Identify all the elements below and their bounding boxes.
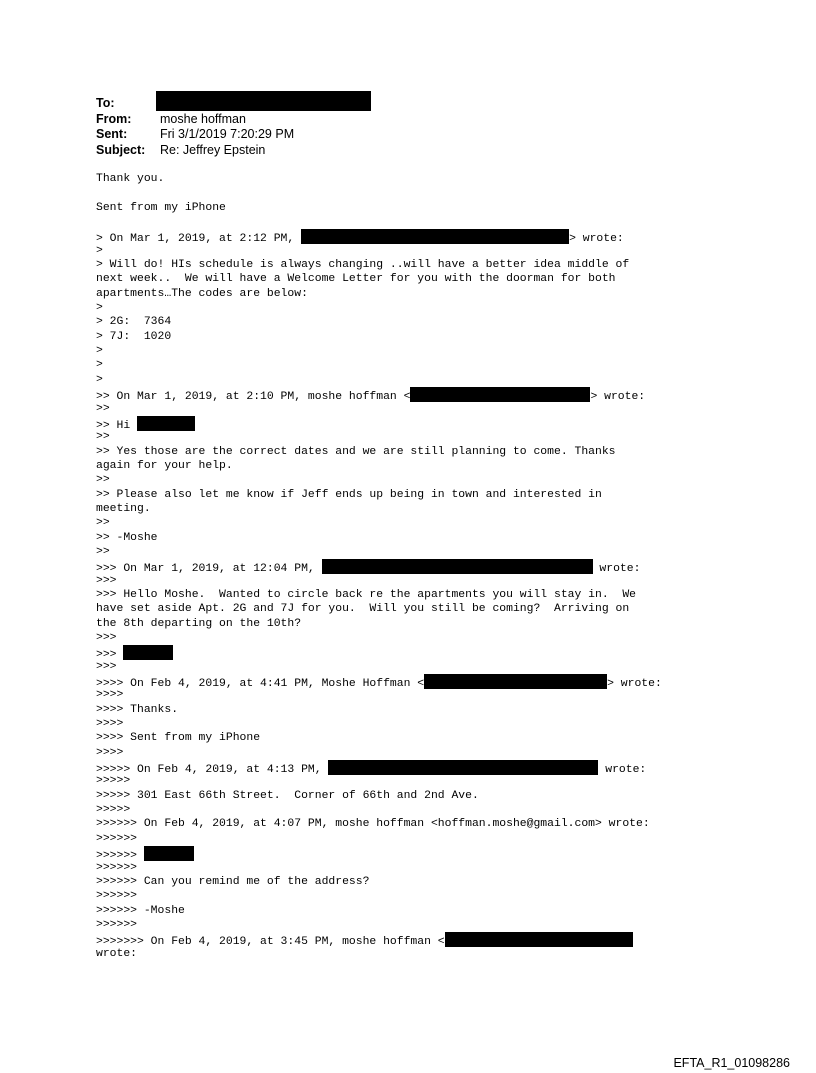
body-line: >>> xyxy=(96,574,117,587)
quote-text: >> Hi xyxy=(96,419,138,432)
body-line: >> xyxy=(96,402,110,415)
body-line xyxy=(96,416,736,430)
body-line: >>> Hello Moshe. Wanted to circle back re the apartments you will stay in. We xyxy=(96,588,637,601)
body-line: >>> xyxy=(96,660,117,673)
body-line xyxy=(96,645,736,662)
subject-row xyxy=(96,143,371,159)
body-line: apartments…The codes are below: xyxy=(96,287,308,300)
body-line: meeting. xyxy=(96,502,151,515)
body-line: >> xyxy=(96,517,110,530)
quote-text: >>>> On Feb 4, 2019, at 4:41 PM, Moshe Hoffman < xyxy=(96,678,425,691)
body-line xyxy=(96,186,736,200)
redaction-bar xyxy=(322,559,593,574)
body-line: wrote: xyxy=(96,947,138,960)
body-line: > xyxy=(96,359,103,372)
quote-text: > wrote: xyxy=(590,391,646,404)
email-body xyxy=(96,172,736,961)
quote-text: >>>>>> xyxy=(96,850,144,863)
body-line: > xyxy=(96,373,103,386)
body-line xyxy=(96,674,736,691)
to-label: To: xyxy=(96,96,115,110)
sent-value: Fri 3/1/2019 7:20:29 PM xyxy=(160,127,295,141)
email-header xyxy=(96,96,371,158)
body-line xyxy=(96,229,736,246)
body-line: >>>> xyxy=(96,689,124,702)
body-line xyxy=(96,846,736,863)
body-line: Sent from my iPhone xyxy=(96,201,226,214)
document-id: EFTA_R1_01098286 xyxy=(673,1056,790,1070)
body-line: > 2G: 7364 xyxy=(96,316,172,329)
body-line: >>>>> xyxy=(96,775,131,788)
body-line: > xyxy=(96,345,103,358)
quote-text: >>>>>>> On Feb 4, 2019, at 3:45 PM, moshe hoffman < xyxy=(96,936,445,949)
quote-text: >> On Mar 1, 2019, at 2:10 PM, moshe hoffman < xyxy=(96,391,411,404)
body-line: >> xyxy=(96,545,110,558)
body-line: >> Please also let me know if Jeff ends up being in town and interested in xyxy=(96,488,602,501)
body-line: >> xyxy=(96,474,110,487)
redaction-bar xyxy=(156,91,371,111)
body-line: >>>> Sent from my iPhone xyxy=(96,732,261,745)
quote-text: >>> On Mar 1, 2019, at 12:04 PM, xyxy=(96,563,322,576)
quote-text: >>>>> On Feb 4, 2019, at 4:13 PM, xyxy=(96,764,329,777)
redaction-bar xyxy=(144,846,194,861)
body-line: >>>>>> xyxy=(96,832,138,845)
from-label: From: xyxy=(96,111,132,126)
body-line: >>>> xyxy=(96,746,124,759)
subject-label: Subject: xyxy=(96,142,146,157)
body-line xyxy=(96,215,736,229)
body-line: > 7J: 1020 xyxy=(96,330,172,343)
sent-row xyxy=(96,127,371,143)
body-line: >>>> xyxy=(96,718,124,731)
redaction-bar xyxy=(328,760,598,775)
body-line: >>>>>> On Feb 4, 2019, at 4:07 PM, moshe hoffman <hoffman.moshe@gmail.com> wrote: xyxy=(96,818,650,831)
quote-text: > On Mar 1, 2019, at 2:12 PM, xyxy=(96,233,302,246)
redaction-bar xyxy=(445,932,633,947)
body-line: > xyxy=(96,244,103,257)
from-row xyxy=(96,112,371,128)
body-line: > Will do! HIs schedule is always changing ..will have a better idea middle of xyxy=(96,259,630,272)
body-line: >> -Moshe xyxy=(96,531,158,544)
quote-text: >>> xyxy=(96,649,124,662)
sent-label: Sent: xyxy=(96,127,128,141)
body-line: >>>>>> xyxy=(96,890,138,903)
to-row xyxy=(96,96,371,112)
quote-text: > wrote: xyxy=(607,678,662,691)
quote-text: > wrote: xyxy=(569,233,624,246)
redaction-bar xyxy=(424,674,607,689)
body-line: >>>>> xyxy=(96,804,131,817)
from-value: moshe hoffman xyxy=(160,111,246,126)
body-line: > xyxy=(96,302,103,315)
body-line xyxy=(96,932,736,949)
redaction-bar xyxy=(137,416,195,431)
body-line: >>>>>> Can you remind me of the address? xyxy=(96,875,370,888)
body-line: again for your help. xyxy=(96,459,233,472)
body-line: >> xyxy=(96,431,110,444)
redaction-bar xyxy=(123,645,173,660)
body-line xyxy=(96,387,736,404)
redaction-bar xyxy=(410,387,590,402)
body-line: have set aside Apt. 2G and 7J for you. Will you still be coming? Arriving on xyxy=(96,603,630,616)
quote-text: wrote: xyxy=(592,563,641,576)
body-line: next week.. We will have a Welcome Letter for you with the doorman for both xyxy=(96,273,616,286)
body-line xyxy=(96,760,736,777)
body-line: Thank you. xyxy=(96,173,165,185)
subject-value: Re: Jeffrey Epstein xyxy=(160,142,266,157)
redaction-bar xyxy=(301,229,569,244)
body-line: >>>>>> xyxy=(96,861,138,874)
quote-text: wrote: xyxy=(598,764,647,777)
body-line: >>>>>> xyxy=(96,918,138,931)
body-line: >>>>>> -Moshe xyxy=(96,904,185,917)
body-line xyxy=(96,559,736,576)
body-line: the 8th departing on the 10th? xyxy=(96,617,302,630)
body-line: >>> xyxy=(96,632,117,644)
body-line: >>>> Thanks. xyxy=(96,703,179,716)
body-line: >>>>> 301 East 66th Street. Corner of 66th and 2nd Ave. xyxy=(96,789,479,802)
body-line: >> Yes those are the correct dates and we are still planning to come. Thanks xyxy=(96,445,616,458)
